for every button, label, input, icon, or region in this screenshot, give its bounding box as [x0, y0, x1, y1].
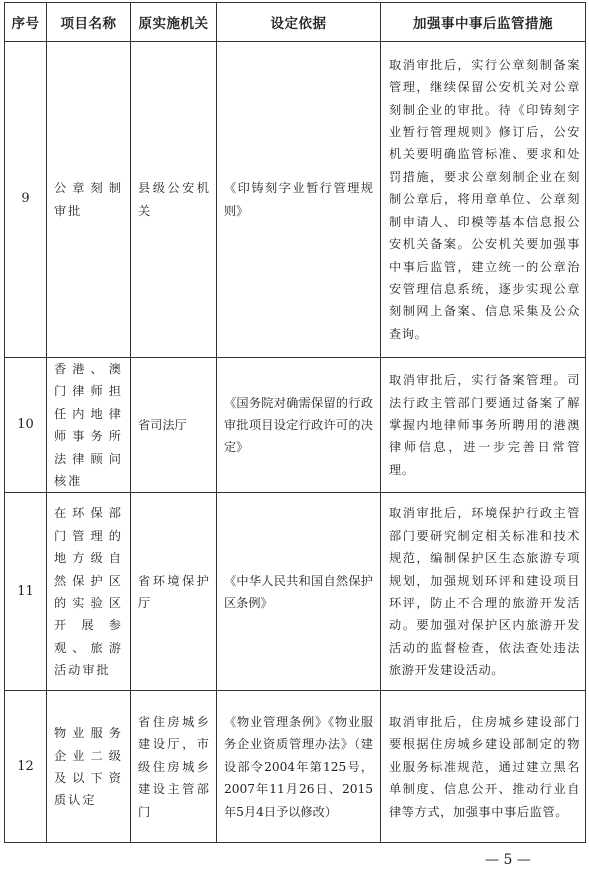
table-row: [5, 493, 586, 691]
header-seq: 序号: [5, 3, 47, 42]
table-row: [5, 358, 586, 493]
row-seq: 9: [5, 42, 47, 358]
row-item-name: 香港、澳门律师担任内地律师事务所法律顾问核准: [54, 362, 123, 489]
row-seq: 10: [5, 358, 47, 493]
table-row: [5, 691, 586, 843]
row-item-name: 公章刻制审批: [54, 181, 123, 218]
row-basis: 《印铸刻字业暂行管理规则》: [224, 181, 373, 218]
row-basis: 《中华人民共和国自然保护区条例》: [224, 573, 373, 610]
row-seq: 11: [5, 493, 47, 691]
header-dept: 原实施机关: [131, 3, 217, 42]
row-department: 省环境保护厅: [138, 573, 209, 610]
row-item-name: 物业服务企业二级及以下资质认定: [54, 726, 123, 808]
row-measures: 取消审批后，实行备案管理。司法行政主管部门要通过备案了解掌握内地律师事务所聘用的港澳律师信息，进一步完善日常管理。: [389, 373, 580, 477]
table-row: [5, 42, 586, 358]
row-basis: 《国务院对确需保留的行政审批项目设定行政许可的决定》: [224, 395, 373, 455]
row-item-name: 在环保部门管理的地方级自然保护区的实验区开展参观、旅游活动审批: [54, 506, 123, 678]
row-measures: 取消审批后，住房城乡建设部门要根据住房城乡建设部制定的物业服务标准规范，通过建立黑名单制度、信息公开、推动行业自律等方式，加强事中事后监管。: [389, 714, 580, 819]
header-measures: 加强事中事后监管措施: [381, 3, 586, 42]
header-name: 项目名称: [47, 3, 131, 42]
row-department: 县级公安机关: [138, 181, 209, 218]
header-basis: 设定依据: [217, 3, 381, 42]
header-row: [5, 3, 586, 42]
row-department: 省住房城乡建设厅，市级住房城乡建设主管部门: [138, 714, 209, 819]
row-measures: 取消审批后，环境保护行政主管部门要研究制定相关标准和技术规范，编制保护区生态旅游专项规划，加强规划环评和建设项目环评，防止不合理的旅游开发活动。要加强对保护区内旅游开发活动的监督检查，依法查处违法旅游开发建设活动。: [389, 506, 580, 678]
row-basis: 《物业管理条例》《物业服务企业资质管理办法》（建设部令2004年第125号，2007年11月26日、2015年5月4日予以修改）: [224, 714, 373, 819]
approval-table: [4, 2, 586, 843]
row-measures: 取消审批后，实行公章刻制备案管理，继续保留公安机关对公章刻制企业的审批。待《印铸刻字业暂行管理规则》修订后，公安机关要明确监管标准、要求和处罚措施，要求公章刻制企业在刻制公章后，将用章单位、公章刻制申请人、印模等基本信息报公安机关备案。公安机关要加强事中事后监管，建立统一的公章治安管理信息系统，逐步实现公章刻制网上备案、信息采集及公众查询。: [389, 57, 580, 341]
row-department: 省司法厅: [138, 418, 187, 433]
row-seq: 12: [5, 691, 47, 843]
page-number: — 5 —: [485, 852, 531, 868]
